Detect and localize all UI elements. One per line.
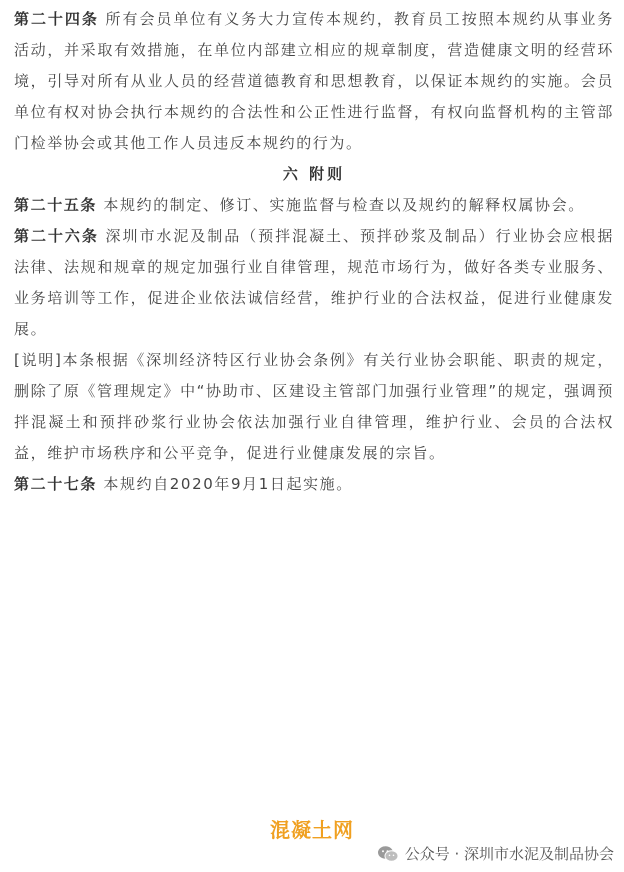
article-27-label: 第二十七条 [14,475,98,493]
article-25-label: 第二十五条 [14,196,98,214]
article-24-text: 所有会员单位有义务大力宣传本规约，教育员工按照本规约从事业务活动，并采取有效措施，在单位内部建立相应的规章制度，营造健康文明的经营环境，引导对所有从业人员的经营道德教育和思想教育，以保证本规约的实施。会员单位有权对协会执行本规约的合法性和公正性进行监督，有权向监督机构的主管部门检举协会或其他工作人员违反本规约的行为。 [14,10,614,152]
section-title: 六 附则 [282,165,346,183]
article-26-label: 第二十六条 [14,227,99,245]
article-25-text: 本规约的制定、修订、实施监督与检查以及规约的解释权属协会。 [103,196,585,214]
article-24 [14,4,614,159]
watermark-source-text: 公众号 · 深圳市水泥及制品协会 [404,845,614,863]
article-25 [14,190,614,221]
watermark-source [377,843,614,864]
article-26-note: [说明]本条根据《深圳经济特区行业协会条例》有关行业协会职能、职责的规定，删除了原《管理规定》中“协助市、区建设主管部门加强行业管理”的规定，强调预拌混凝土和预拌砂浆行业协会依法加强行业自律管理，维护行业、会员的合法权益，维护市场秩序和公平竞争，促进行业健康发展的宗旨。 [14,351,614,462]
document-body [14,4,614,500]
wechat-icon [377,845,399,863]
article-27-text: 本规约自2020年9月1日起实施。 [103,475,353,493]
article-26 [14,221,614,345]
article-26-text: 深圳市水泥及制品（预拌混凝土、预拌砂浆及制品）行业协会应根据法律、法规和规章的规定加强行业自律管理，规范市场行为，做好各类专业服务、业务培训等工作，促进企业依法诚信经营，维护行业的合法权益，促进行业健康发展。 [14,227,614,338]
article-27 [14,469,614,500]
article-24-label: 第二十四条 [14,10,99,28]
watermark-brand: 混凝土网 [270,818,354,842]
